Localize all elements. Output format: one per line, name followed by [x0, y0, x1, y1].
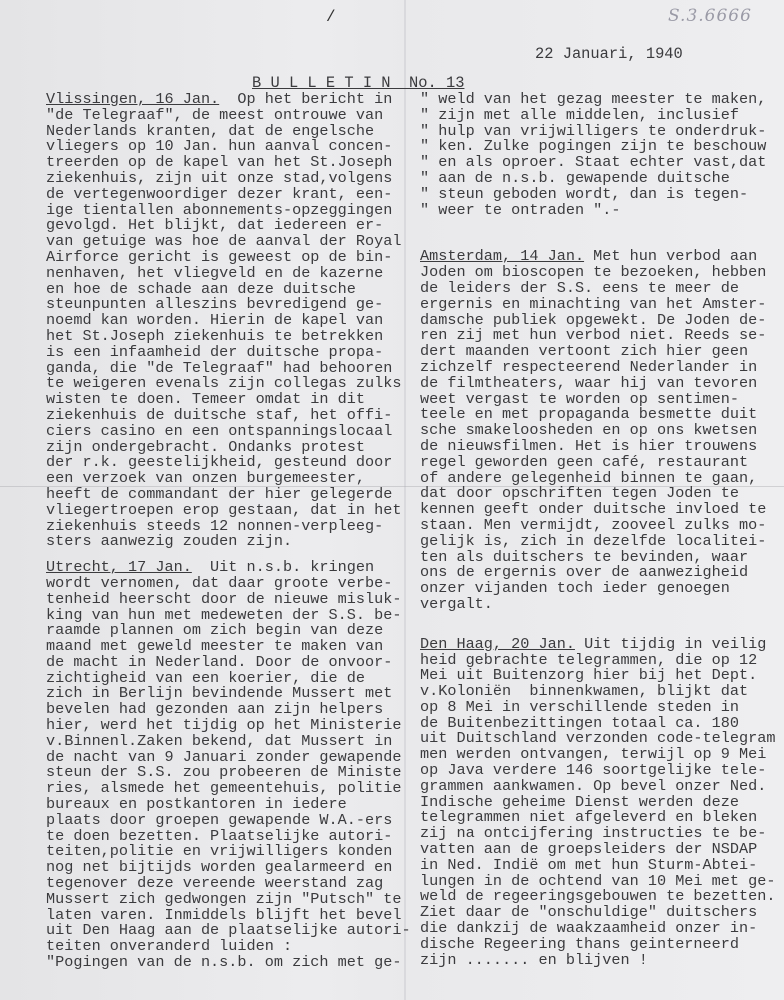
text-line: ige tientallen abonnements-opzeggingen [46, 200, 393, 219]
text-line: steunpunten alleszins bevredigend ge- [46, 295, 384, 314]
text-line: teiten,politie en vrijwilligers konden [46, 842, 393, 861]
bulletin-title: B U L L E T I N No. 13 [252, 74, 465, 92]
news-section [420, 92, 775, 218]
text-line: is een infaamheid der duitsche propa- [46, 342, 384, 361]
text-line: de nieuwsfilmen. Het is hier trouwens [420, 436, 758, 455]
text-line: de nacht van 9 Januari zonder gewapende [46, 747, 402, 766]
pen-mark: / [326, 8, 336, 26]
text-line: Mei uit Buitenzorg hier bij het Dept. [420, 666, 758, 685]
news-section [420, 634, 776, 969]
text-line: "de Telegraaf", de meest ontrouwe van [46, 105, 384, 124]
text-line: Joden om bioscopen te bezoeken, hebben [420, 263, 767, 282]
text-line: " zijn met alle middelen, inclusief [420, 105, 739, 124]
text-line: vatten aan de groepsleiders der NSDAP [420, 840, 758, 859]
text-line: " hulp van vrijwilligers te onderdruk- [420, 121, 767, 140]
text-line: " steun geboden wordt, dan is tegen- [420, 184, 749, 203]
text-line: de filmtheaters, waar hij van tevoren [420, 373, 758, 392]
text-line: onzer vijanden toch ieder genoegen [420, 579, 730, 598]
text-line: hier, werd het tijdig op het Ministerie [46, 716, 402, 735]
section-heading: Den Haag, 20 Jan. [420, 634, 575, 653]
text-line: ciers casino en een ontspanningslocaal [46, 421, 393, 440]
text-line: sche smakeloosheden en op ons kwetsen [420, 421, 758, 440]
text-line: Ziet daar de "onschuldige" duitschers [420, 903, 758, 922]
text-line: wordt vernomen, dat daar groote verbe- [46, 573, 393, 592]
section-heading: Amsterdam, 14 Jan. [420, 247, 585, 266]
text-line: lungen in de ochtend van 10 Mei met ge- [420, 871, 776, 890]
text-line: uit Duitschland verzonden code-telegram [420, 729, 776, 748]
news-section [46, 92, 411, 550]
text-line: ziekenhuis steeds 12 nonnen-verpleeg- [46, 516, 384, 535]
text-line: ten als duitschers te bevinden, waar [420, 547, 749, 566]
text-line: ganda, die "de Telegraaf" had behooren [46, 358, 393, 377]
text-line: gevolgd. Het blijkt, dat iedereen er- [46, 216, 384, 235]
news-section [420, 249, 775, 612]
text-line: een verzoek van onzen burgemeester, [46, 469, 365, 488]
text-line: Nederlands kranten, dat de engelsche [46, 121, 375, 140]
document-date: 22 Januari, 1940 [535, 45, 683, 63]
text-line: uit Den Haag aan de plaatselijke autori- [46, 921, 411, 940]
text-line: regel geworden geen café, restaurant [420, 452, 749, 471]
text-line: de Buitenbezittingen totaal ca. 180 [420, 713, 739, 732]
text-line: " weer te ontraden ".- [420, 200, 621, 219]
text-line: heid gebrachte telegrammen, die op 12 [420, 650, 758, 669]
text-line: ergernis en minachting van het Amster- [420, 294, 767, 313]
text-line: teele en met propaganda besmette duit [420, 405, 758, 424]
text-line: plaats door groepen gewapende W.A.-ers [46, 810, 393, 829]
text-line: dert maanden vertoont zich hier geen [420, 342, 749, 361]
text-line: sters aanwezig zouden zijn. [46, 532, 293, 551]
text-line: nog net bijtijds worden gealarmeerd en [46, 858, 393, 877]
text-line: bevelen had gezonden aan zijn helpers [46, 700, 384, 719]
text-line: laten varen. Inmiddels blijft het bevel [46, 905, 402, 924]
text-line: telegrammen niet afgeleverd en bleken [420, 808, 758, 827]
right-column [420, 92, 775, 968]
text-line: gelijk is, zich in dezelfde localitei- [420, 531, 767, 550]
text-line: zichtigheid van een koerier, die de [46, 668, 365, 687]
archive-number: S.3.6666 [668, 6, 752, 26]
text-line: " ken. Zulke pogingen zijn te beschouw [420, 137, 767, 156]
text-line: in Ned. Indië om met hun Sturm-Abtei- [420, 855, 758, 874]
left-column [46, 92, 411, 971]
text-line: v.Binnenl.Zaken bekend, dat Mussert in [46, 731, 393, 750]
text-line: king van hun met medeweten der S.S. be- [46, 605, 402, 624]
text-line: te weigeren evenals zijn collegas zulks [46, 374, 402, 393]
news-section [46, 560, 411, 971]
text-line: staan. Men vermijdt, zooveel zulks mo- [420, 515, 767, 534]
text-line: vergalt. [420, 594, 493, 613]
text-line: ziekenhuis, zijn uit onze stad,volgens [46, 168, 393, 187]
text-line: kennen geeft onder duitsche invloed te [420, 500, 767, 519]
text-line: raamde plannen om zich begin van deze [46, 621, 384, 640]
text-line-content: Uit tijdig in veilig [574, 634, 767, 653]
text-line: zijn ondergebracht. Ondanks protest [46, 437, 365, 456]
text-line: men werden ontvangen, terwijl op 9 Mei [420, 745, 767, 764]
text-line: Indische geheime Dienst werden deze [420, 792, 739, 811]
text-line-content: Met hun verbod aan [584, 247, 758, 266]
section-heading: Utrecht, 17 Jan. [46, 558, 192, 577]
text-line: vliegers op 10 Jan. hun aanval concen- [46, 137, 393, 156]
text-line: treerden op de kapel van het St.Joseph [46, 153, 393, 172]
text-line: teiten onveranderd luiden : [46, 937, 293, 956]
text-line: op 8 Mei in verschillende steden in [420, 697, 739, 716]
text-line: de vertegenwoordiger dezer krant, een- [46, 184, 393, 203]
text-line: zichzelf respecteerend Nederlander in [420, 357, 758, 376]
text-line: " en als oproer. Staat echter vast,dat [420, 153, 767, 172]
text-line: op Java verdere 146 soortgelijke tele- [420, 761, 767, 780]
text-line: zij na ontcijfering instructies te be- [420, 824, 767, 843]
text-line: de macht in Nederland. Door de onvoor- [46, 652, 393, 671]
text-line: en hoe de schade aan deze duitsche [46, 279, 356, 298]
text-line: of andere gelegenheid binnen te gaan, [420, 468, 758, 487]
text-line: Mussert zich gedwongen zijn "Putsch" te [46, 889, 402, 908]
text-line: nenhaven, het vliegveld en de kazerne [46, 263, 384, 282]
text-line: der r.k. geestelijkheid, gesteund door [46, 453, 393, 472]
text-line: steun der S.S. zou probeeren de Ministe [46, 763, 402, 782]
text-line: de leiders der S.S. eens te meer de [420, 278, 739, 297]
text-line: ziekenhuis de duitsche staf, het offi- [46, 405, 393, 424]
text-line: bureaux en postkantoren in iedere [46, 795, 347, 814]
text-line: dische Regeering thans geinterneerd [420, 934, 739, 953]
text-line-content: " weld van het gezag meester te maken, [420, 90, 767, 108]
text-line: maand met geweld meester te maken van [46, 637, 384, 656]
text-line: die dankzij de waakzaamheid onzer in- [420, 919, 758, 938]
text-line: heeft de commandant der hier gelegerde [46, 484, 393, 503]
text-line: wisten te doen. Temeer omdat in dit [46, 390, 365, 409]
text-line: " aan de n.s.b. gewapende duitsche [420, 168, 730, 187]
text-line: dat door opschriften tegen Joden te [420, 484, 739, 503]
text-line: Airforce gericht is geweest op de bin- [46, 247, 393, 266]
text-line: tenheid heerscht door de nieuwe misluk- [46, 589, 402, 608]
text-line: tegenover deze vereende weerstand zag [46, 874, 384, 893]
text-line: zich in Berlijn bevindende Mussert met [46, 684, 393, 703]
text-line: zijn ....... en blijven ! [420, 950, 648, 969]
text-line: noemd kan worden. Hierin de kapel van [46, 311, 384, 330]
text-line: weet vergast te worden op sentimen- [420, 389, 739, 408]
text-line: het St.Joseph ziekenhuis te betrekken [46, 326, 384, 345]
text-line: weld de regeeringsgebouwen te bezetten. [420, 887, 776, 906]
text-line: van getuige was hoe de aanval der Royal [46, 232, 402, 251]
text-line: vliegertroepen erop gestaan, dat in het [46, 500, 402, 519]
text-line: ons de ergernis over de aanwezigheid [420, 563, 749, 582]
text-line: damsche publiek opgewekt. De Joden de- [420, 310, 767, 329]
text-line: ries, alsmede het gemeentehuis, politie [46, 779, 402, 798]
text-line: "Pogingen van de n.s.b. om zich met ge- [46, 953, 402, 972]
text-line: v.Koloniën binnenkwamen, blijkt dat [420, 682, 749, 701]
text-line: grammen aankwamen. Op bevel onzer Ned. [420, 776, 767, 795]
text-line-content: Uit n.s.b. kringen [191, 558, 375, 577]
text-line-content: Op het bericht in [219, 90, 393, 108]
text-line: ren zij met hun verbod niet. Reeds se- [420, 326, 767, 345]
section-heading: Vlissingen, 16 Jan. [46, 90, 220, 108]
text-line: te doen bezetten. Plaatselijke autori- [46, 826, 393, 845]
